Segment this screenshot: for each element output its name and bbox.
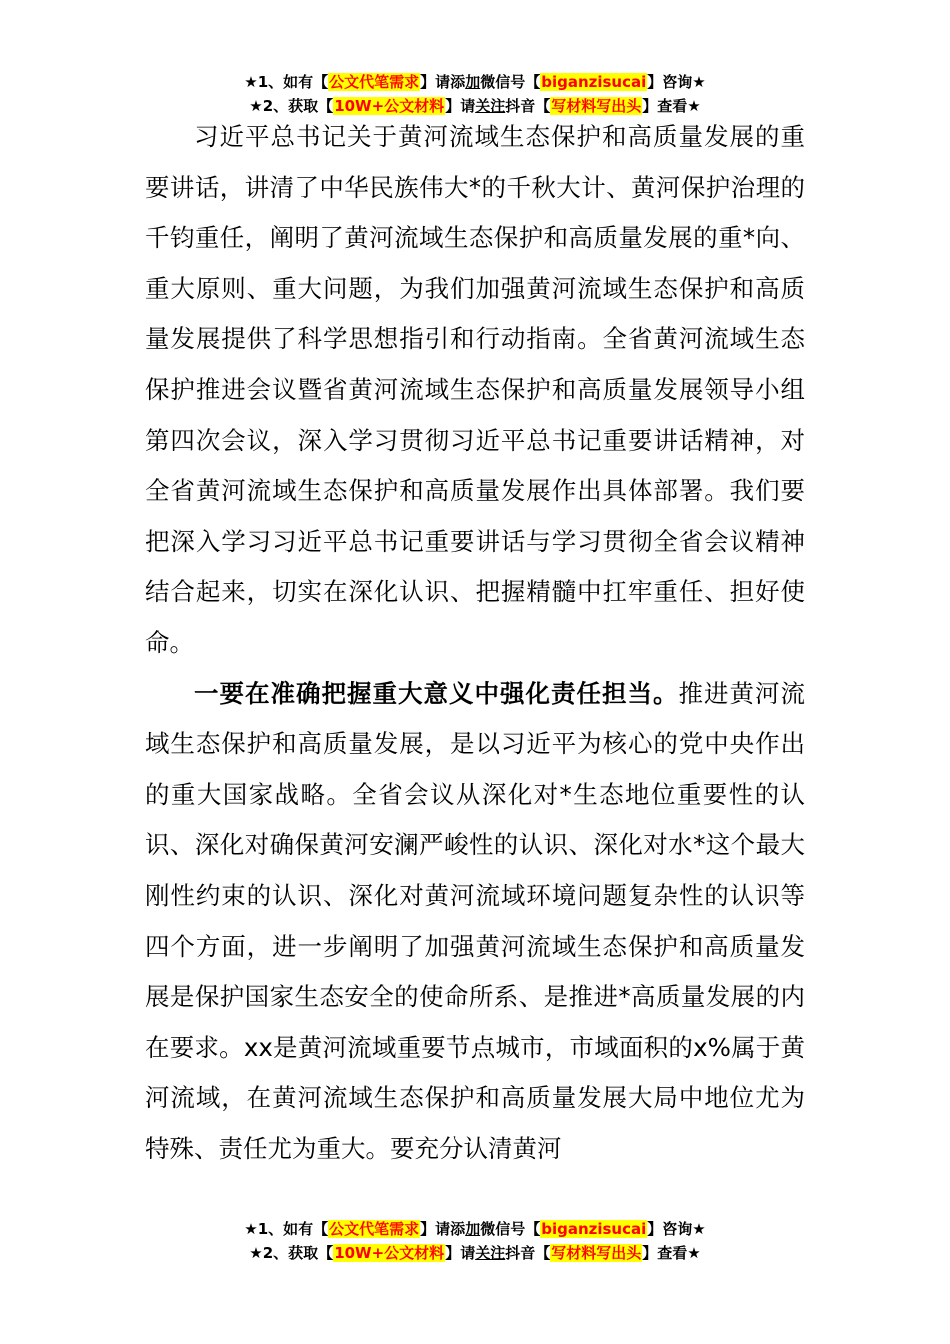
paragraph-1 <box>145 112 805 669</box>
banner-underlined-text: 加 <box>465 1220 481 1238</box>
banner-text: 】咨询★ <box>647 73 706 91</box>
banner-text: 】请 <box>445 97 476 115</box>
banner-highlight: 10W+公文材料 <box>334 1244 445 1262</box>
banner-line-2 <box>0 1241 950 1265</box>
banner-highlight: 写材料写出头 <box>551 97 642 115</box>
banner-text: 】咨询★ <box>647 1220 706 1238</box>
banner-text: 微信号【 <box>480 1220 541 1238</box>
footer-banner <box>0 1217 950 1265</box>
banner-text: ★1、如有【 <box>244 1220 329 1238</box>
banner-highlight: 公文代笔需求 <box>329 1220 420 1238</box>
banner-text: 抖音【 <box>505 97 551 115</box>
banner-text: 微信号【 <box>480 73 541 91</box>
document-body <box>145 112 805 1174</box>
banner-text: ★2、获取【 <box>249 1244 334 1262</box>
banner-highlight: 10W+公文材料 <box>334 97 445 115</box>
banner-text: 抖音【 <box>505 1244 551 1262</box>
paragraph-2 <box>145 669 805 1175</box>
banner-text: ★1、如有【 <box>244 73 329 91</box>
banner-text: 】请添 <box>420 1220 466 1238</box>
banner-text: 】请 <box>445 1244 476 1262</box>
paragraph-text: 习近平总书记关于黄河流域生态保护和高质量发展的重要讲话，讲清了中华民族伟大*的千秋大计、黄河保护治理的千钧重任，阐明了黄河流域生态保护和高质量发展的重*向、重大原则、重大问题，为我们加强黄河流域生态保护和高质量发展提供了科学思想指引和行动指南。全省黄河流域生态保护推进会议暨省黄河流域生态保护和高质量发展领导小组第四次会议，深入学习贯彻习近平总书记重要讲话精神，对全省黄河流域生态保护和高质量发展作出具体部署。我们要把深入学习习近平总书记重要讲话与学习贯彻全省会议精神结合起来，切实在深化认识、把握精髓中扛牢重任、担好使命。 <box>145 122 805 657</box>
banner-highlight: 写材料写出头 <box>551 1244 642 1262</box>
banner-highlight: 公文代笔需求 <box>329 73 420 91</box>
banner-underlined-text: 加 <box>465 73 481 91</box>
paragraph-text: 推进黄河流域生态保护和高质量发展，是以习近平为核心的党中央作出的重大国家战略。全省会议从深化对*生态地位重要性的认识、深化对确保黄河安澜严峻性的认识、深化对水*这个最大刚性约束的认识、深化对黄河流域环境问题复杂性的认识等四个方面，进一步阐明了加强黄河流域生态保护和高质量发展是保护国家生态安全的使命所系、是推进*高质量发展的内在要求。xx是黄河流域重要节点城市，市域面积的x%属于黄河流域，在黄河流域生态保护和高质量发展大局中地位尤为特殊、责任尤为重大。要充分认清黄河 <box>145 678 805 1163</box>
banner-underlined-text: 关注 <box>475 1244 506 1262</box>
banner-text: 】请添 <box>420 73 466 91</box>
banner-highlight: biganzisucai <box>541 73 647 91</box>
header-banner <box>0 70 950 118</box>
paragraph-lead-heading: 一要在准确把握重大意义中强化责任担当。 <box>194 678 679 708</box>
banner-text: 】查看★ <box>642 97 701 115</box>
banner-line-1 <box>0 1217 950 1241</box>
banner-highlight: biganzisucai <box>541 1220 647 1238</box>
banner-line-1 <box>0 70 950 94</box>
banner-text: ★2、获取【 <box>249 97 334 115</box>
banner-underlined-text: 关注 <box>475 97 506 115</box>
banner-text: 】查看★ <box>642 1244 701 1262</box>
